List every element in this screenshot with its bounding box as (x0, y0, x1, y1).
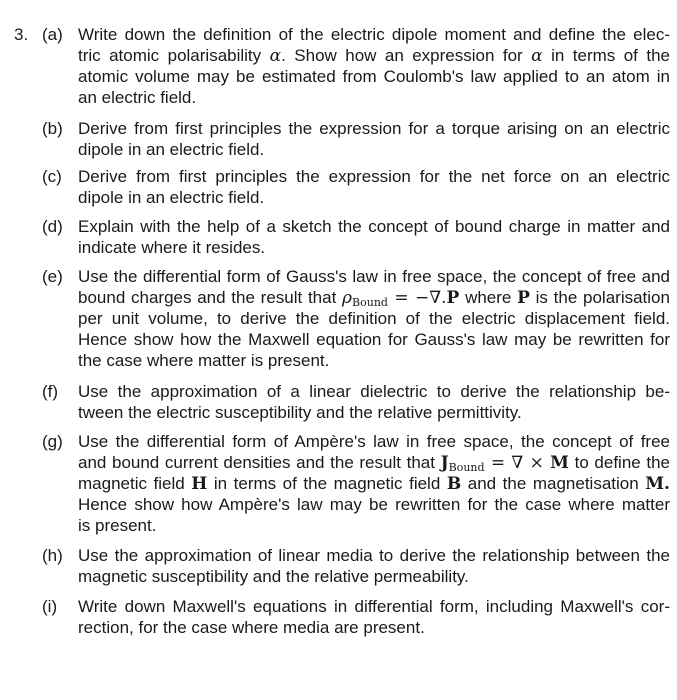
polarisation-symbol: P (446, 288, 460, 308)
text-line: the case where matter is present. (78, 351, 330, 370)
text-fragment: tric atomic polarisability (78, 46, 262, 65)
part-h-label: (h) (42, 546, 63, 565)
text-line: rection, for the case where media are present. (78, 618, 425, 637)
part-c-label: (c) (42, 167, 62, 186)
text-fragment: where (465, 288, 512, 307)
part-e-label: (e) (42, 267, 63, 286)
text-line: Use the differential form of Gauss's law in free space, the concept of free and (78, 267, 670, 286)
part-d-label: (d) (42, 217, 63, 236)
part-i-label: (i) (42, 597, 58, 616)
text-line: Use the approximation of linear media to derive the relationship between the (78, 546, 670, 565)
text-fragment: is the polarisation (535, 288, 670, 307)
text-fragment: and the magnetisation (467, 474, 639, 493)
text-line: dipole in an electric field. (78, 140, 265, 159)
text-line (78, 45, 670, 66)
part-a-label: (a) (42, 25, 63, 44)
text-line: indicate where it resides. (78, 238, 266, 257)
equation-operator: = −∇. (387, 288, 447, 308)
text-line: Derive from first principles the expression for the net force on an electric (78, 167, 670, 186)
text-line: Use the differential form of Ampère's law in free space, the concept of free (78, 432, 670, 451)
text-line: Write down Maxwell's equations in differential form, including Maxwell's cor- (78, 597, 670, 616)
text-line: Write down the definition of the electric dipole moment and define the elec- (78, 25, 670, 44)
text-line: Explain with the help of a sketch the concept of bound charge in matter and (78, 217, 670, 236)
bound-charge-equation (342, 288, 459, 308)
text-line: Hence show how the Maxwell equation for Gauss's law may be rewritten for (78, 330, 670, 349)
text-line: tween the electric susceptibility and the relative permittivity. (78, 403, 522, 422)
part-g-label: (g) (42, 432, 63, 451)
polarisation-symbol: P (517, 288, 530, 308)
b-field-symbol: B (446, 474, 462, 494)
h-field-symbol: H (191, 474, 208, 494)
part-f-label: (f) (42, 382, 59, 401)
alpha-symbol: α (269, 46, 282, 66)
text-fragment: in terms of the (551, 46, 670, 65)
text-fragment: . Show how an expression for (281, 46, 523, 65)
text-line: Hence show how Ampère's law may be rewritten for the case where matter (78, 495, 670, 514)
subscript-bound: Bound (352, 296, 388, 309)
part-d-text (78, 216, 670, 258)
text-fragment: bound charges and the result that (78, 288, 337, 307)
part-a-text (78, 24, 670, 108)
question-number: 3. (14, 25, 29, 44)
text-fragment: to define the (574, 453, 671, 472)
text-line (78, 452, 670, 473)
magnetisation-symbol: M (550, 453, 569, 473)
subscript-bound: Bound (448, 461, 485, 474)
alpha-symbol: α (531, 46, 543, 66)
text-line: is present. (78, 516, 157, 535)
text-line: atomic volume may be estimated from Coulomb's law applied to an atom in (78, 67, 670, 86)
part-h-text (78, 545, 670, 587)
current-density-symbol: J (440, 453, 449, 473)
bound-current-equation (441, 453, 569, 473)
part-b-label: (b) (42, 119, 63, 138)
magnetisation-symbol: M. (645, 474, 670, 494)
part-b-text (78, 118, 670, 160)
rho-symbol: ρ (342, 288, 353, 308)
part-e-text (78, 266, 670, 371)
equation-operator: = ∇ × (484, 453, 551, 473)
text-line: an electric field. (78, 88, 197, 107)
part-c-text (78, 166, 670, 208)
text-line (78, 287, 670, 308)
text-fragment: and bound current densities and the result that (78, 453, 435, 472)
text-line: dipole in an electric field. (78, 188, 265, 207)
text-line: magnetic susceptibility and the relative permeability. (78, 567, 469, 586)
text-line: Derive from first principles the expression for a torque arising on an electric (78, 119, 670, 138)
text-line: per unit volume, to derive the definition of the electric displacement field. (78, 309, 670, 328)
text-line (78, 473, 670, 494)
text-fragment: in terms of the magnetic field (213, 474, 441, 493)
text-line: Use the approximation of a linear dielectric to derive the relationship be- (78, 382, 670, 401)
part-f-text (78, 381, 670, 423)
part-i-text (78, 596, 670, 638)
text-fragment: magnetic field (78, 474, 185, 493)
part-g-text (78, 431, 670, 536)
